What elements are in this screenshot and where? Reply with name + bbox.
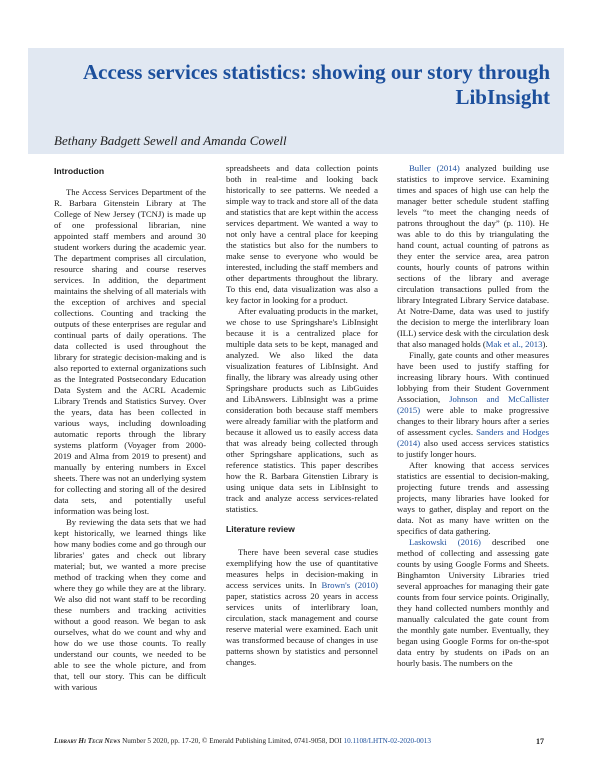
citation-link[interactable]: Buller (2014)	[409, 163, 460, 173]
paragraph: spreadsheets and data collection points both in real-time and looking back historically to see patterns. We needed a simple way to track and store all of the data and statistics that are kept within the access services department. We wanted a way to not only have a central place for keeping the statistics but also for the numbers to make sense to everyone who would be interested, including the staff members and other departments throughout the library. To this end, data visualization was also a key factor in looking for a product.	[226, 163, 378, 305]
section-heading-literature-review: Literature review	[226, 524, 295, 534]
paragraph: Laskowski (2016) described one method of collecting and assessing gate counts by using Google Forms and Sheets. Binghamton University Libraries tried several approaches for managing their gate counts from four service points. Originally, they hand collected numbers monthly and manually calculated the gate count from the monthly gate number. Eventually, they began using Google Forms for on-the-spot data entry by students on iPads on an hourly basis. The numbers on the	[397, 537, 549, 668]
citation-link[interactable]: Sanders and Hodges (2014)	[397, 427, 549, 448]
column-1	[54, 163, 206, 693]
page-number: 17	[536, 737, 544, 746]
paragraph: After evaluating products in the market, we chose to use Springshare's LibInsight because it is a centralized place for multiple data sets to be kept, managed and analyzed. We also liked the data visualization features of LibInsight. And finally, the library was already using other Springshare products such as LibGuides and LibAnswers. LibInsight was a prime consideration both because staff members were already familiar with the platform and because it allowed us to easily access data that was already being collected through other Springshare applications, such as reference statistics. This paper describes how the R. Barbara Gitenstien Library is using unique data sets in LibInsight to track and analyze access services-related statistics.	[226, 306, 378, 514]
journal-name: Library Hi Tech News	[54, 737, 121, 745]
paragraph: There have been several case studies exemplifying how the use of quantitative measures helps in decision-making in access services units. In Brown's (2010) paper, statistics across 20 years in access services units of interlibrary loan, circulation, stack management and course reserve material were examined. Each unit was transformed because of changes in use patterns shown by statistics and personnel changes.	[226, 547, 378, 667]
column-2	[226, 163, 378, 668]
paragraph: By reviewing the data sets that we had kept historically, we learned things like how many bodies come and go through our libraries' gates and check out library material; but, we wanted a more precise method of tracking when they come and where they go while they are at the library. We also did not want staff to be recording these numbers and tracking activities without a good reason. We began to ask ourselves, what do we count and why and how do we use those counts. To really understand our counts, we needed to be able to see the whole picture, and from that, tell our story. This can be difficult with various	[54, 517, 206, 692]
page-footer	[54, 737, 549, 745]
paragraph: The Access Services Department of the R. Barbara Gitenstein Library at The College of New Jersey (TCNJ) is made up of one professional librarian, nine appointed staff members and around 30 student workers during the academic year. The department comprises all circulation, resource sharing and course reserves services. In addition, the department maintains the shelving of all materials with the exception of archives and special collections. Counting and tracking the outputs of these enterprises are regular and continual parts of daily operations. The data collected is used throughout the library for strategic decision-making and is also reported to external organizations such as the Integrated Postsecondary Education Data System and the ACRL Academic Library Trends and Statistics Survey. Over the years, data has been collected in various ways, including downloading automatic reports through the library systems platform (Voyager from 2000-2019 and Alma from 2019 to present) and manually by entering numbers in Excel sheets. There was not an underlying system for collecting and storing all of the desired data sets, and potentially useful information was being lost.	[54, 187, 206, 516]
doi-link[interactable]: 10.1108/LHTN-02-2020-0013	[343, 737, 431, 745]
citation-link[interactable]: Mak et al., 2013	[485, 339, 543, 349]
section-heading-introduction: Introduction	[54, 166, 105, 176]
paragraph: Buller (2014) analyzed building use statistics to improve service. Examining times and spaces of high use can help the manager better schedule student staffing levels “to meet the changing needs of patrons throughout the day” (p. 110). He was able to do this by triangulating the hand count, actual counting of patrons as they enter the service area, area patron counts, hourly counts of patrons within sections of the library and average circulation transactions pulled from the library Integrated Library Service database. At Notre-Dame, data was used to justify the decision to merge the interlibrary loan (ILL) service desk with the circulation desk that also managed holds (Mak et al., 2013).	[397, 163, 549, 349]
article-authors: Bethany Badgett Sewell and Amanda Cowell	[54, 133, 287, 148]
citation-link[interactable]: Laskowski (2016)	[409, 537, 481, 547]
citation-link[interactable]: Johnson and McCallister (2015)	[397, 394, 549, 415]
citation-link[interactable]: Brown's (2010)	[321, 580, 378, 590]
paragraph: After knowing that access services statistics are essential to decision-making, projecting future trends and assessing projects, many libraries have looked for ways to gather, display and report on the data. Not as many have written on the specifics of data gathering.	[397, 460, 549, 536]
paragraph: Finally, gate counts and other measures have been used to justify staffing for increasing library hours. With continued lobbying from their Student Government Association, Johnson and McCallister (2015) were able to make progressive changes to their library hours after a series of assessment cycles. Sanders and Hodges (2014) also used access services statistics to justify longer hours.	[397, 350, 549, 459]
publication-details: Number 5 2020, pp. 17-20, © Emerald Publishing Limited, 0741-9058, DOI	[122, 737, 342, 745]
column-3	[397, 163, 549, 669]
article-title: Access services statistics: showing our story through LibInsight	[82, 60, 550, 109]
